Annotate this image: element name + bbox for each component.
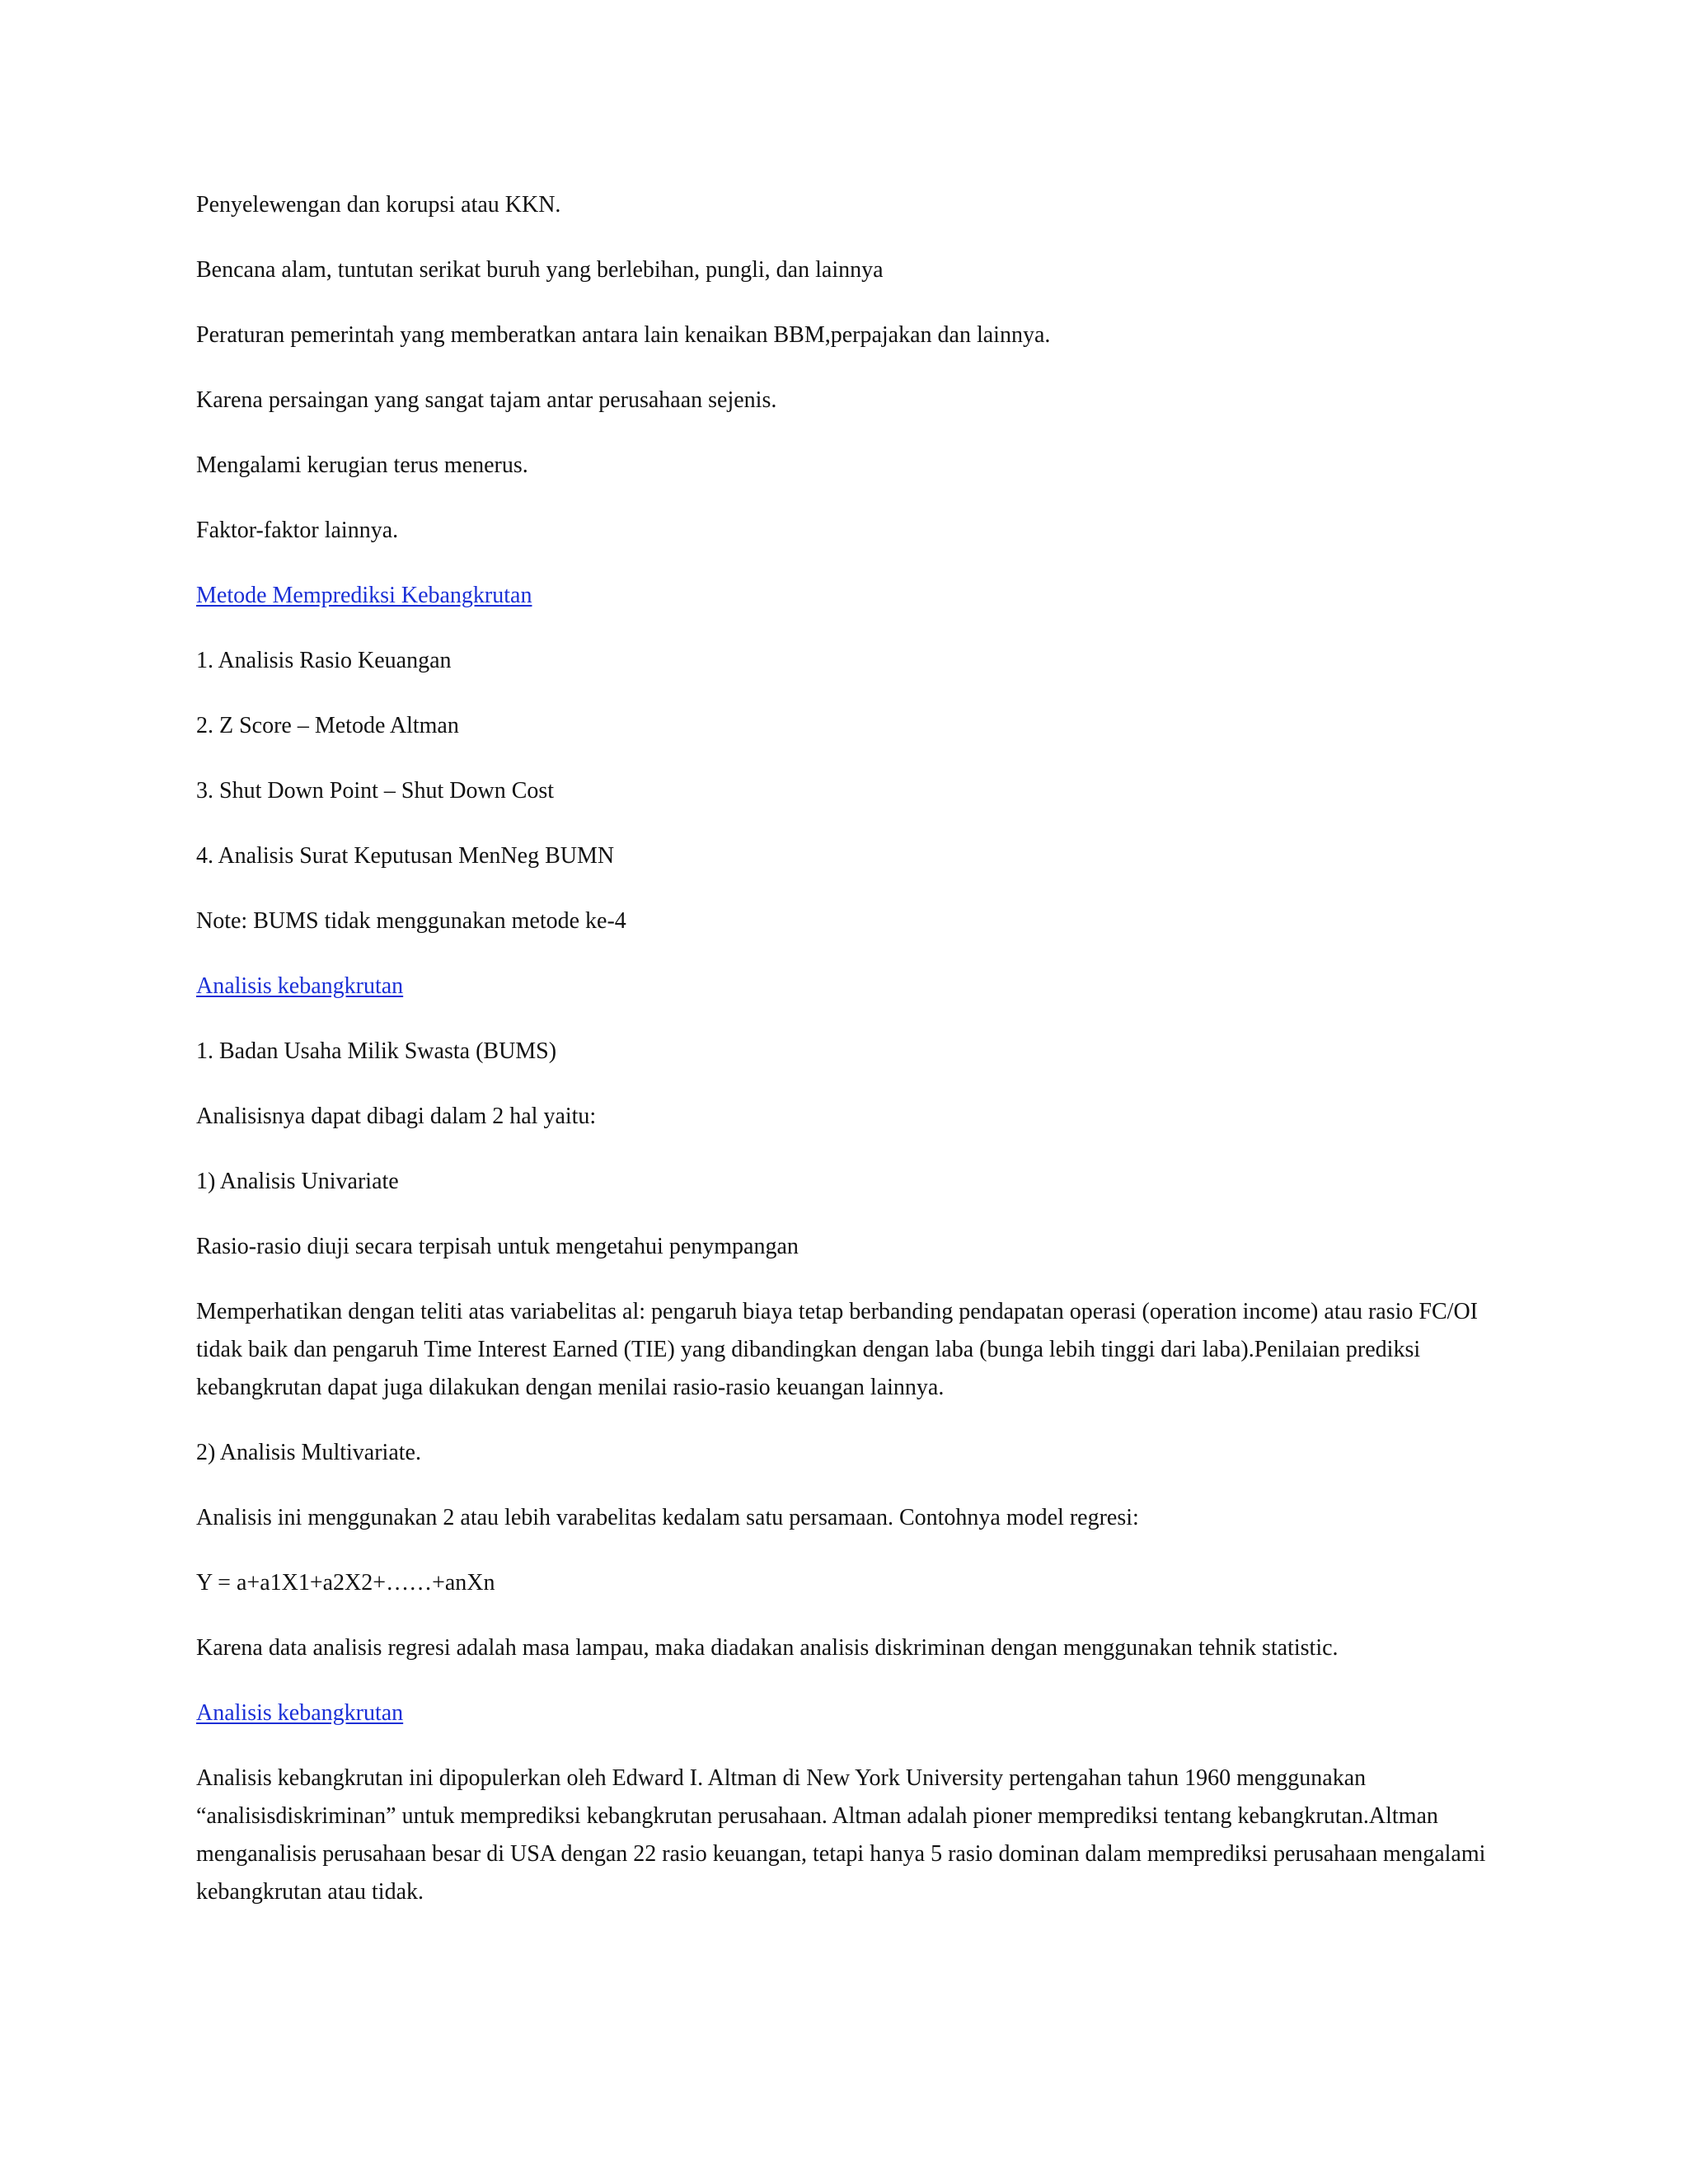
- paragraph-analisisnya: Analisisnya dapat dibagi dalam 2 hal yaitu:: [196, 1104, 597, 1129]
- heading-metode-link-wrapper: [196, 577, 1492, 615]
- paragraph-data-regresi: Karena data analisis regresi adalah masa lampau, maka diadakan analisis diskriminan dengan menggunakan tehnik statistic.: [196, 1635, 1339, 1661]
- paragraph-kkn: Penyelewengan dan korupsi atau KKN.: [196, 192, 561, 218]
- paragraph-analisis-ini: Analisis ini menggunakan 2 atau lebih varabelitas kedalam satu persamaan. Contohnya model regresi:: [196, 1505, 1139, 1530]
- paragraph-kerugian: Mengalami kerugian terus menerus.: [196, 452, 528, 478]
- list-item-surat-keputusan: 4. Analisis Surat Keputusan MenNeg BUMN: [196, 843, 615, 869]
- list-item-z-score: 2. Z Score – Metode Altman: [196, 713, 459, 738]
- paragraph-persaingan: Karena persaingan yang sangat tajam antar perusahaan sejenis.: [196, 387, 777, 413]
- regression-formula: Y = a+a1X1+a2X2+……+anXn: [196, 1570, 495, 1596]
- paragraph-bencana-alam: Bencana alam, tuntutan serikat buruh yang berlebihan, pungli, dan lainnya: [196, 257, 884, 283]
- metode-memprediksi-kebangkrutan-link[interactable]: Metode Memprediksi Kebangkrutan: [196, 583, 532, 608]
- paragraph-memperhatikan: Memperhatikan dengan teliti atas variabelitas al: pengaruh biaya tetap berbanding pendapatan operasi (operation income) atau rasio FC/OI tidak baik dan pengaruh Time Interest Earned (TIE) yang dibandingkan dengan laba (bunga lebih tinggi dari laba).Penilaian prediksi kebangkrutan dapat juga dilakukan dengan menilai rasio-rasio keuangan lainnya.: [196, 1299, 1478, 1400]
- list-item-rasio-keuangan: 1. Analisis Rasio Keuangan: [196, 648, 452, 673]
- analisis-kebangkrutan-link-2[interactable]: Analisis kebangkrutan: [196, 1700, 404, 1726]
- paragraph-multivariate: 2) Analisis Multivariate.: [196, 1440, 421, 1465]
- list-item-shut-down-point: 3. Shut Down Point – Shut Down Cost: [196, 778, 555, 804]
- analisis-kebangkrutan-link-1[interactable]: Analisis kebangkrutan: [196, 973, 404, 999]
- paragraph-univariate: 1) Analisis Univariate: [196, 1169, 399, 1194]
- paragraph-rasio-rasio: Rasio-rasio diuji secara terpisah untuk mengetahui penympangan: [196, 1234, 799, 1259]
- paragraph-faktor-lainnya: Faktor-faktor lainnya.: [196, 518, 399, 543]
- note-bums: Note: BUMS tidak menggunakan metode ke-4: [196, 908, 626, 934]
- paragraph-altman: Analisis kebangkrutan ini dipopulerkan oleh Edward I. Altman di New York University pertengahan tahun 1960 menggunakan “analisisdiskriminan” untuk memprediksi kebangkrutan perusahaan. Altman adalah pioner memprediksi tentang kebangkrutan.Altman menganalisis perusahaan besar di USA dengan 22 rasio keuangan, tetapi hanya 5 rasio dominan dalam memprediksi perusahaan mengalami kebangkrutan atau tidak.: [196, 1765, 1486, 1905]
- paragraph-bums: 1. Badan Usaha Milik Swasta (BUMS): [196, 1038, 557, 1064]
- document-body: [196, 186, 1492, 1938]
- heading-analisis-link-wrapper-1: [196, 968, 1492, 1005]
- paragraph-peraturan-pemerintah: Peraturan pemerintah yang memberatkan antara lain kenaikan BBM,perpajakan dan lainnya.: [196, 322, 1051, 348]
- heading-analisis-link-wrapper-2: [196, 1694, 1492, 1732]
